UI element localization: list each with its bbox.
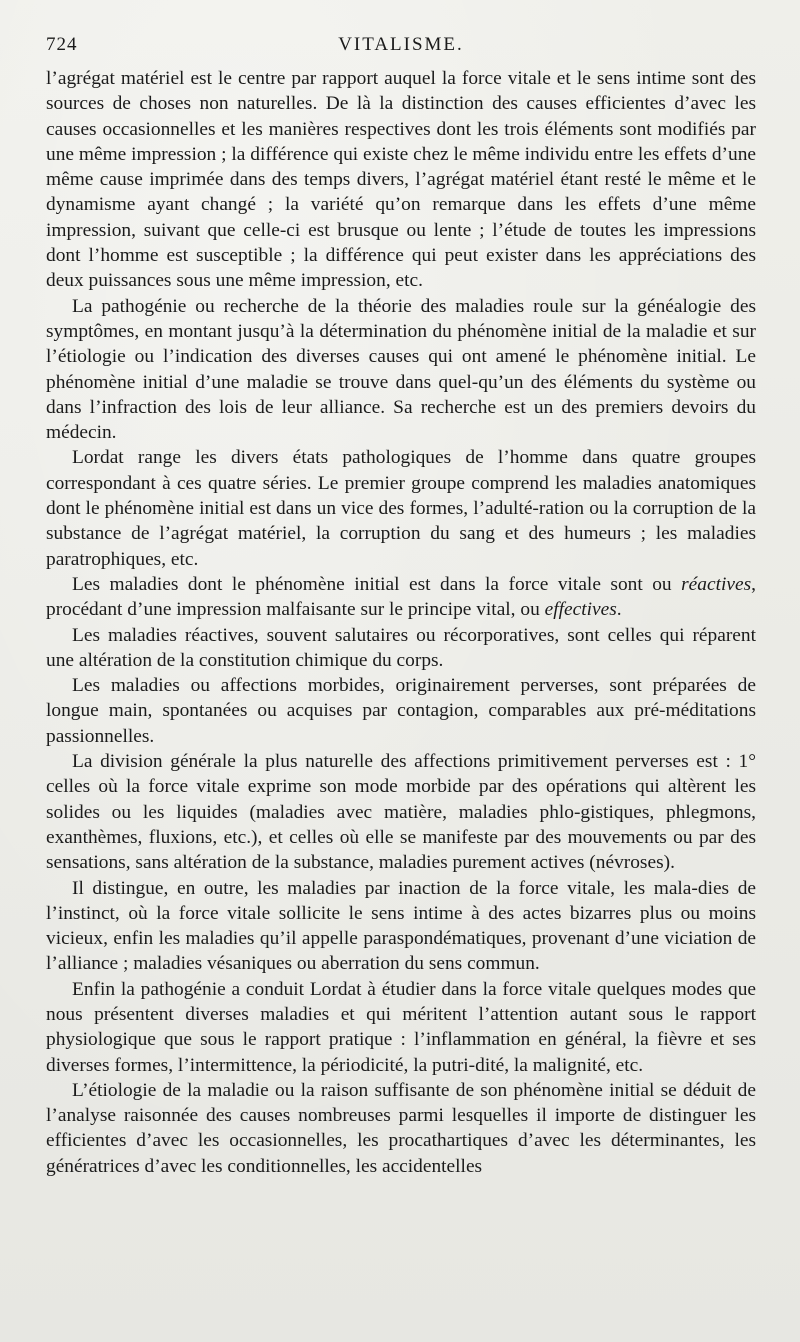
- paragraph-7: La division générale la plus naturelle des affections primitivement perverses est : 1° celles où la force vitale exprime son mode morbide par des opérations qui altèrent les solides ou les liquides (maladies avec matière, maladies phlo-gistiques, phlegmons, exanthèmes, fluxions, etc.), et celles où elle se manifeste par des mouvements ou par des sensations, sans altération de la substance, maladies purement actives (névroses).: [46, 751, 756, 874]
- paragraph-2: La pathogénie ou recherche de la théorie des maladies roule sur la généalogie des symptômes, en montant jusqu’à la détermination du phénomène initial de la maladie et sur l’étiologie ou l’indication des diverses causes qui ont amené le phénomène initial. Le phénomène initial d’une maladie se trouve dans quel-qu’un des éléments du système ou dans l’infraction des lois de leur alliance. Sa recherche est un des premiers devoirs du médecin.: [46, 295, 756, 444]
- term-reactives: réactives: [681, 573, 752, 595]
- paragraph-3: Lordat range les divers états pathologiques de l’homme dans quatre groupes correspondant à ces quatre séries. Le premier groupe comprend les maladies anatomiques dont le phénomène initial est dans un vice des formes, l’adulté-ration ou la corruption de la substance de l’agrégat matériel, la corruption du sang et des humeurs ; les maladies paratrophiques, etc.: [46, 447, 756, 570]
- page-number: 724: [46, 34, 78, 55]
- paragraph-4-text-middle: , procédant d’une impression malfaisante sur le principe vital, ou: [46, 573, 756, 621]
- paragraph-4-text-end: .: [616, 599, 622, 621]
- paragraph-5: Les maladies réactives, souvent salutaires ou récorporatives, sont celles qui réparent une altération de la constitution chimique du corps.: [46, 624, 756, 671]
- paragraph-4: [46, 572, 756, 623]
- body-text: [46, 66, 756, 1179]
- paragraph-1: l’agrégat matériel est le centre par rapport auquel la force vitale et le sens intime sont des sources de choses non naturelles. De là la distinction des causes efficientes d’avec les causes occasionnelles et les manières respectives dont les trois éléments sont modifiés par une même impression ; la différence qui existe chez le même individu entre les effets d’une même cause imprimée dans des temps divers, l’agrégat matériel étant resté le même et le dynamisme ayant changé ; la variété qu’on remarque dans les effets d’une même impression, suivant que celle-ci est brusque ou lente ; l’étude de toutes les impressions dont l’homme est susceptible ; la différence qui peut exister dans les appréciations des deux puissances sous une même impression, etc.: [46, 68, 756, 292]
- running-title: VITALISME.: [338, 34, 464, 55]
- paragraph-8: Il distingue, en outre, les maladies par inaction de la force vitale, les mala-dies de l’instinct, où la force vitale sollicite le sens intime à des actes bizarres plus ou moins vicieux, enfin les maladies qu’il appelle paraspondématiques, provenant d’une viciation de l’alliance ; maladies vésaniques ou aberration du sens commun.: [46, 877, 756, 975]
- paragraph-9: Enfin la pathogénie a conduit Lordat à étudier dans la force vitale quelques modes que nous présentent diverses maladies et qui méritent l’attention autant sous le rapport physiologique que sous le rapport pratique : l’inflammation en général, la fièvre et ses diverses formes, l’intermittence, la périodicité, la putri-dité, la malignité, etc.: [46, 978, 756, 1076]
- paragraph-4-text-start: Les maladies dont le phénomène initial est dans la force vitale sont ou: [72, 573, 682, 595]
- paragraph-10: L’étiologie de la maladie ou la raison suffisante de son phénomène initial se déduit de l’analyse raisonnée des causes nombreuses parmi lesquelles il importe de distinguer les efficientes d’avec les occasionnelles, les procathartiques d’avec les déterminantes, les génératrices d’avec les conditionnelles, les accidentelles: [46, 1079, 756, 1177]
- running-head: [46, 26, 756, 66]
- term-effectives: effectives: [544, 599, 617, 621]
- paragraph-6: Les maladies ou affections morbides, originairement perverses, sont préparées de longue main, spontanées ou acquises par contagion, comparables aux pré-méditations passionnelles.: [46, 675, 756, 747]
